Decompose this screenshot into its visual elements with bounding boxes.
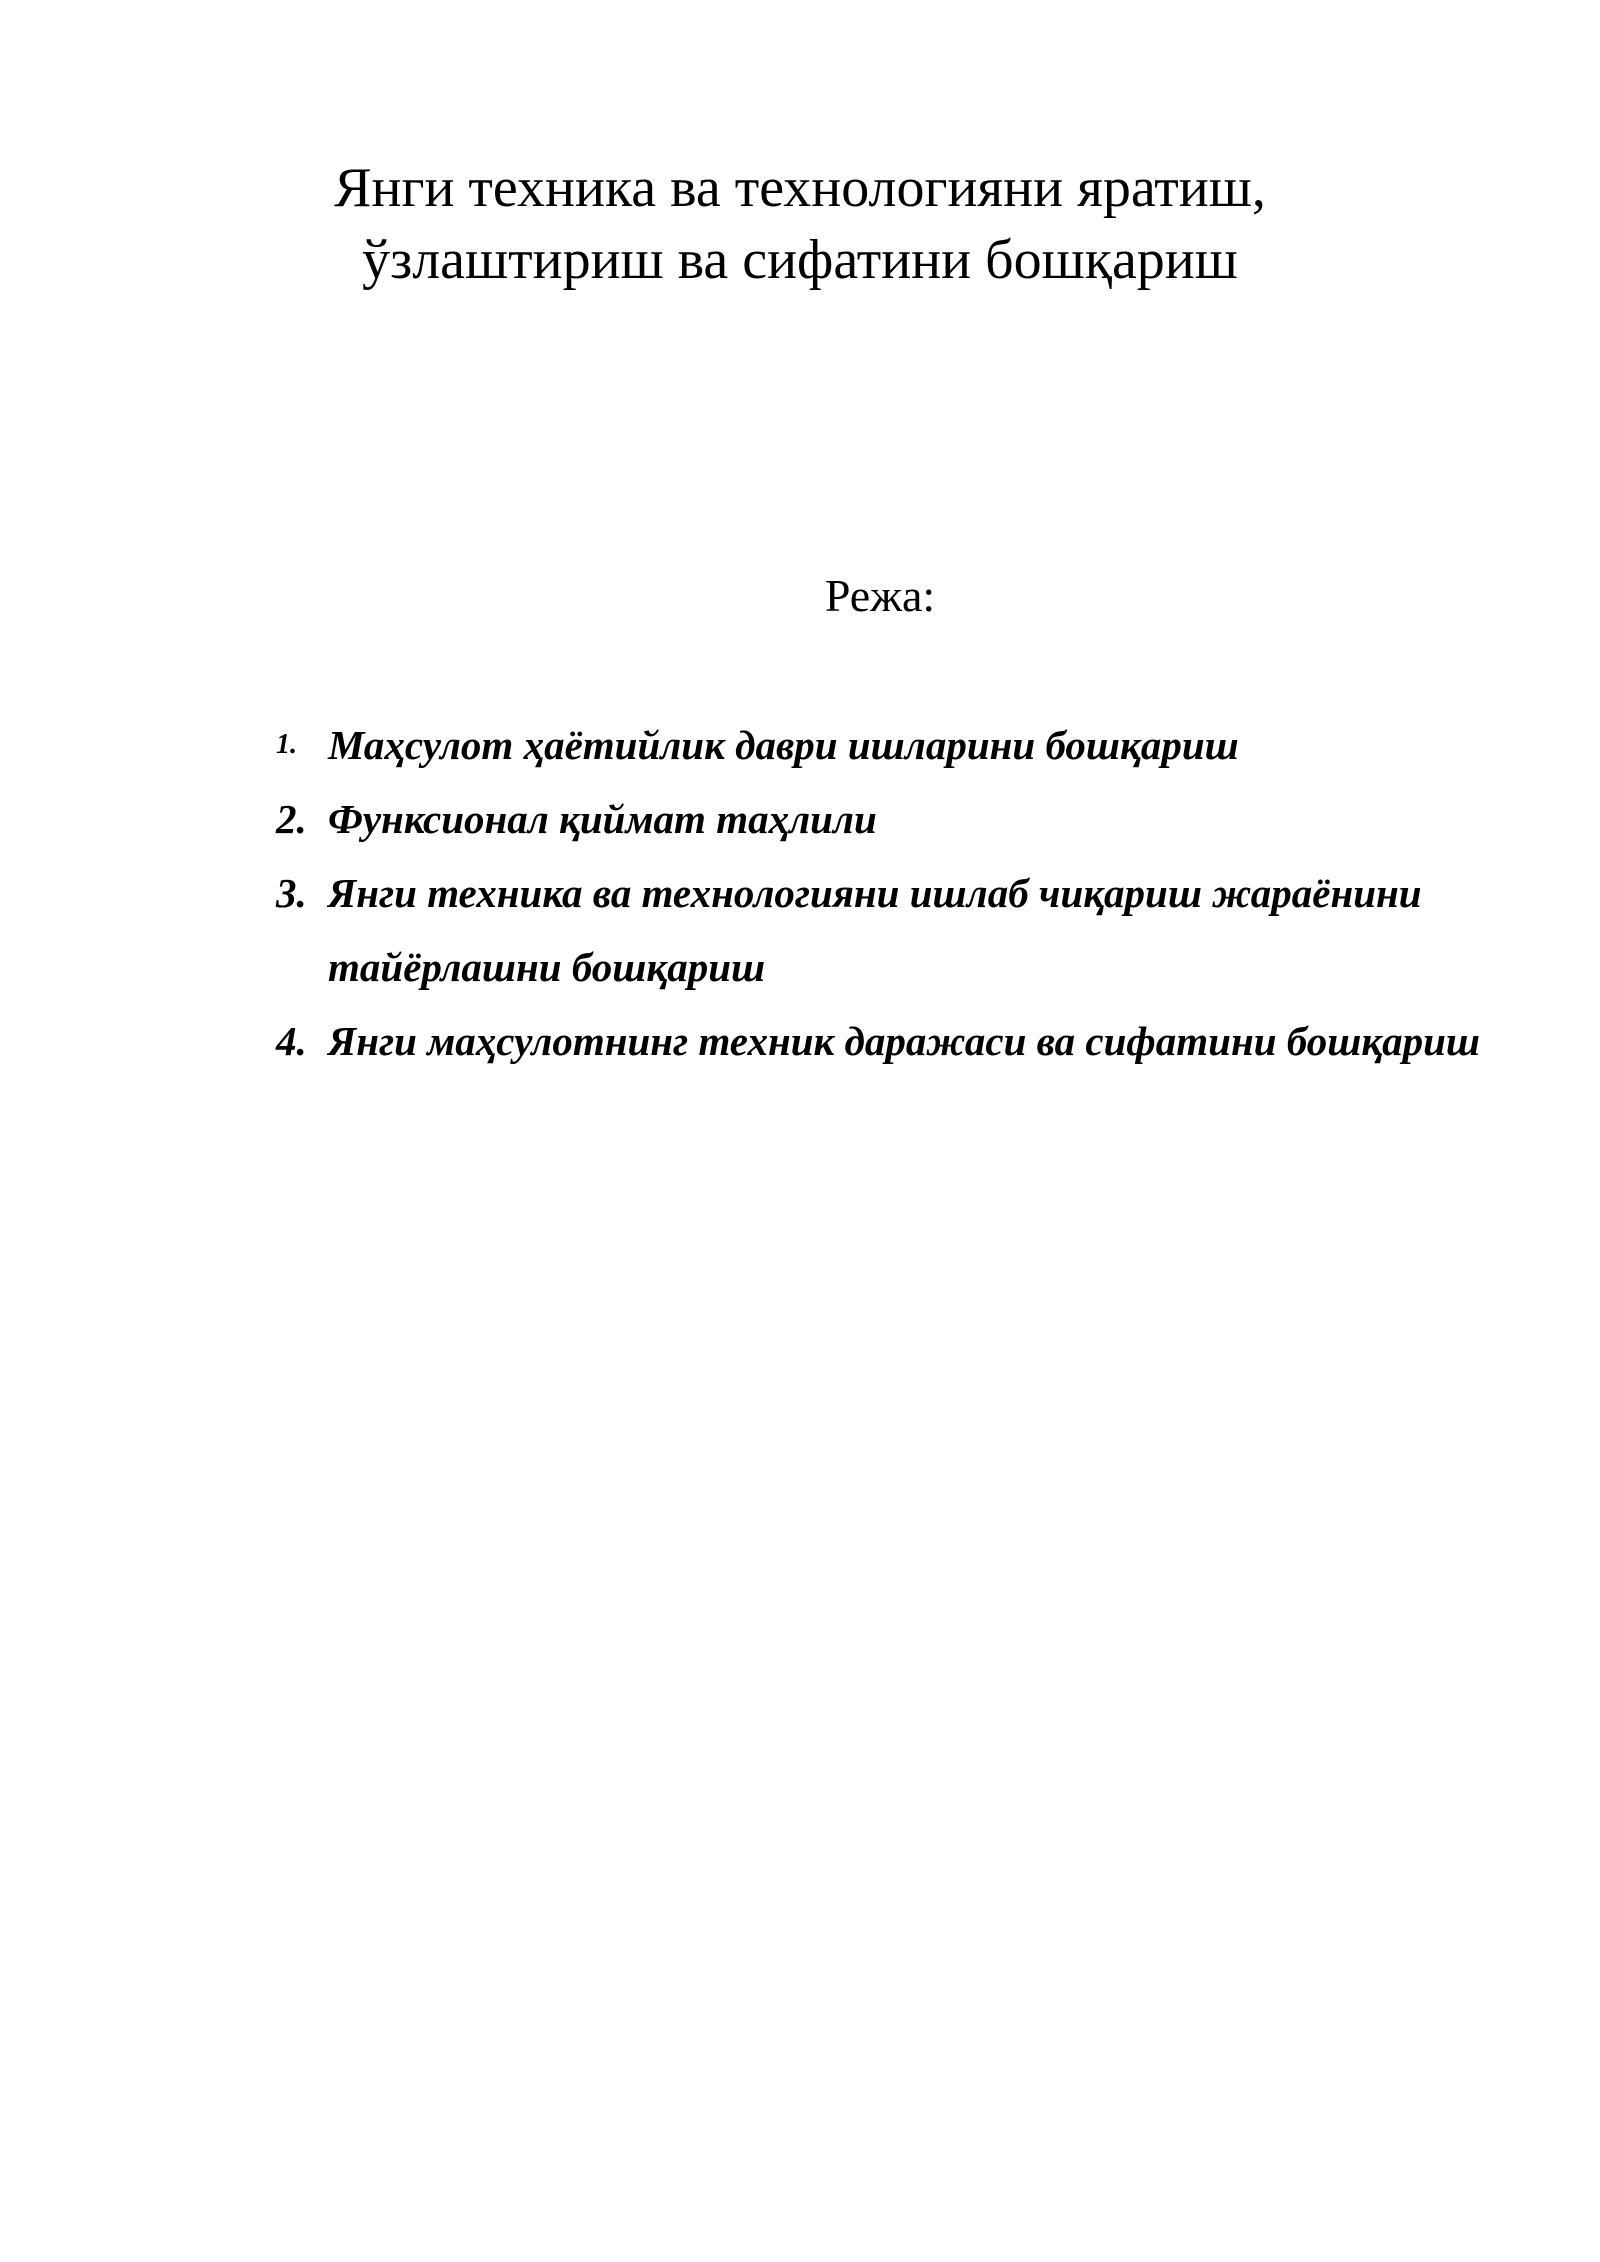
plan-item-number: 1. xyxy=(276,729,297,760)
plan-item-text: Янги маҳсулотнинг техник даражаси ва сифатини бошқариш xyxy=(328,1018,1481,1064)
plan-item-text: Маҳсулот ҳаётийлик даври ишларини бошқариш xyxy=(328,722,1239,768)
title-line-1: Янги техника ва технологияни яратиш, xyxy=(334,157,1266,219)
page-title xyxy=(0,152,1600,296)
plan-item-3 xyxy=(276,856,1516,1004)
plan-item-1 xyxy=(276,708,1516,782)
plan-heading: Режа: xyxy=(824,570,936,621)
plan-item-4 xyxy=(276,1004,1516,1078)
plan-item-text: Функсионал қиймат таҳлили xyxy=(328,796,877,842)
title-line-2: ўзлаштириш ва сифатини бошқариш xyxy=(362,229,1238,291)
plan-list xyxy=(276,708,1516,1078)
plan-item-number: 4. xyxy=(276,1018,307,1064)
plan-item-number: 3. xyxy=(276,870,307,916)
plan-item-text: Янги техника ва технологияни ишлаб чиқариш жараёнини тайёрлашни бошқариш xyxy=(328,870,1422,990)
plan-item-number: 2. xyxy=(276,796,307,842)
plan-item-2 xyxy=(276,782,1516,856)
